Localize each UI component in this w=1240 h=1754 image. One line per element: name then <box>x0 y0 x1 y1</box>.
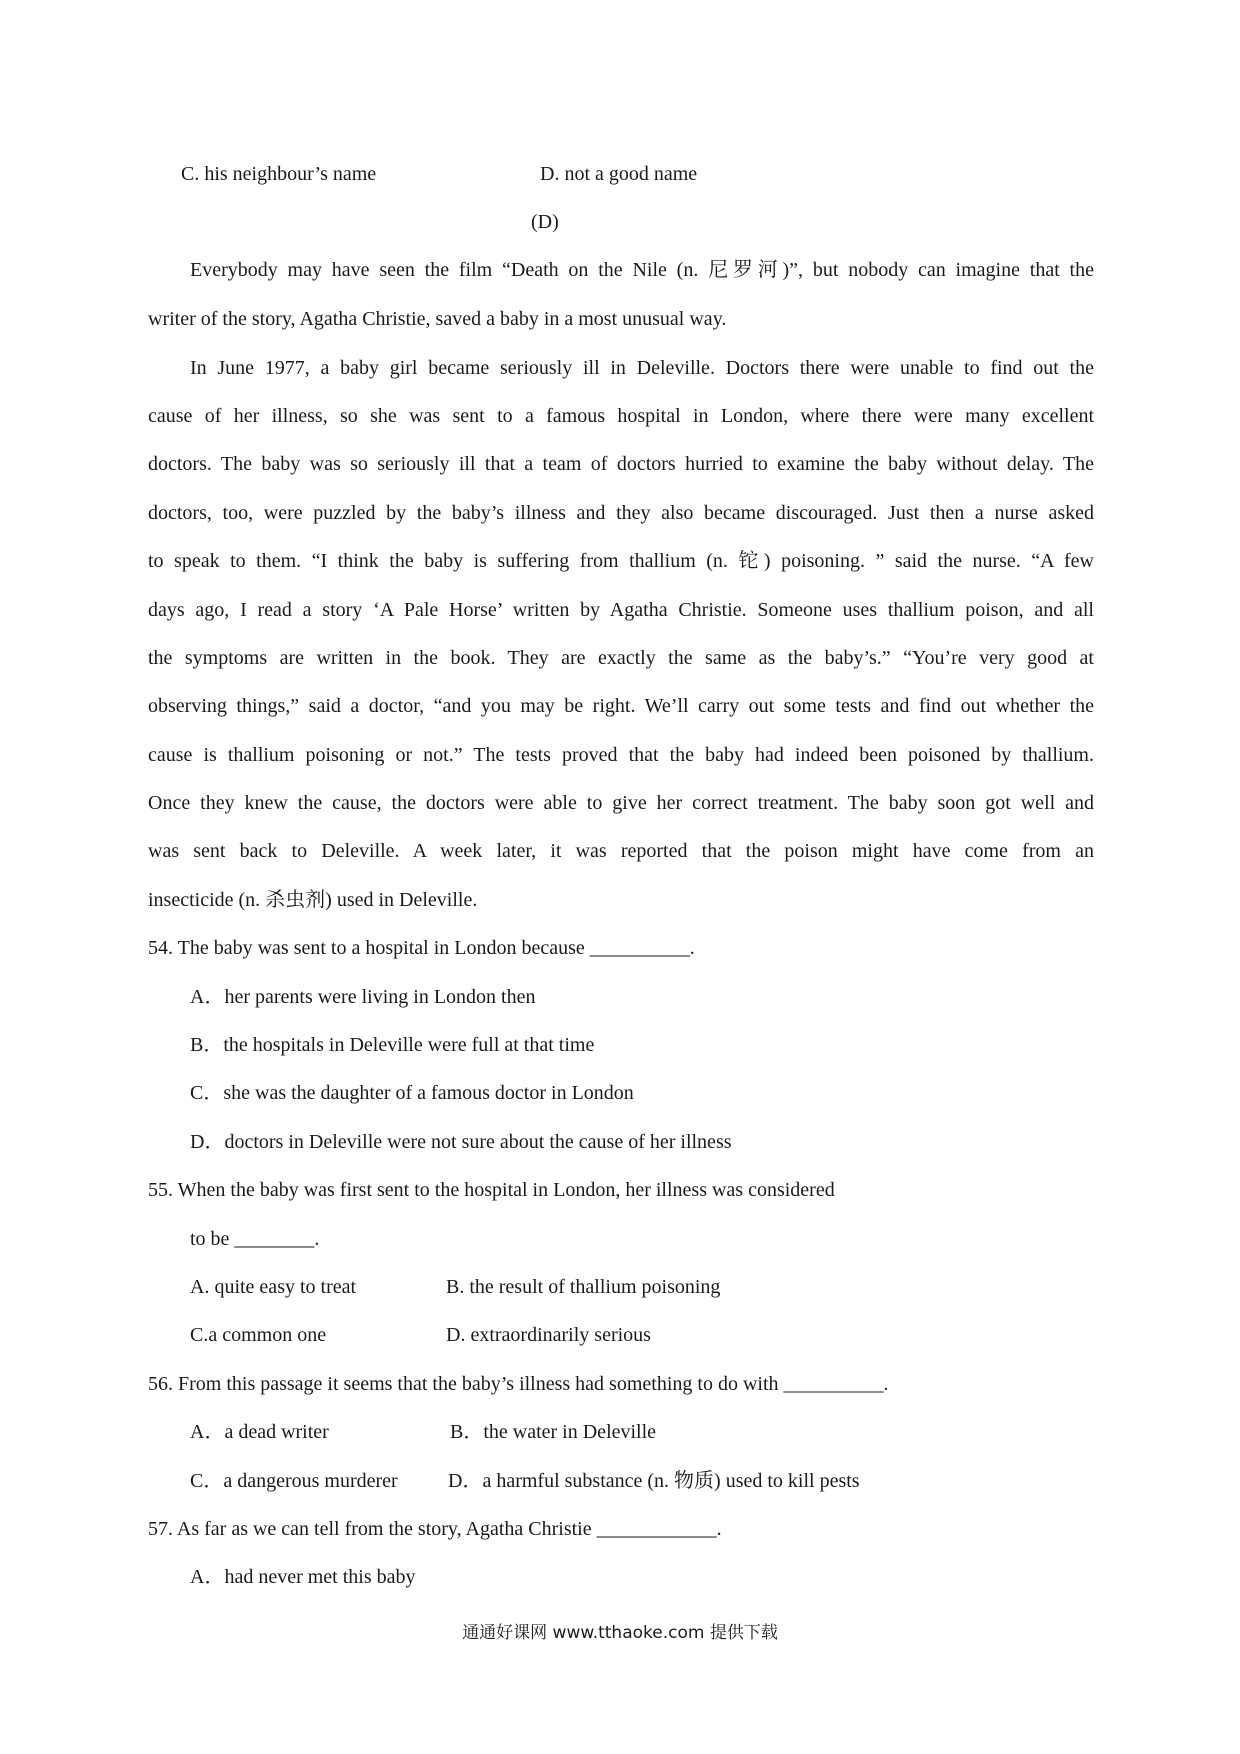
passage-line: In June 1977, a baby girl became seriously ill in Deleville. Doctors there were unable to find out the <box>190 357 1094 379</box>
passage-line: the symptoms are written in the book. They are exactly the same as the baby’s.” “You’re very good at <box>148 647 1094 669</box>
question-56-option-c: C．a dangerous murderer <box>190 1470 398 1492</box>
section-label: (D) <box>531 211 559 233</box>
question-54-stem: 54. The baby was sent to a hospital in London because __________. <box>148 937 695 959</box>
passage-line: doctors, too, were puzzled by the baby’s illness and they also became discouraged. Just then a nurse asked <box>148 502 1094 524</box>
question-55-stem-cont: to be ________. <box>190 1228 320 1250</box>
question-54-option-b: B．the hospitals in Deleville were full at that time <box>190 1034 595 1056</box>
option-d: D. not a good name <box>540 163 698 185</box>
question-56-option-b: B．the water in Deleville <box>450 1421 657 1443</box>
passage-line: to speak to them. “I think the baby is suffering from thallium (n. 铊) poisoning. ” said the nurse. “A few <box>148 550 1094 572</box>
passage-line: insecticide (n. 杀虫剂) used in Deleville. <box>148 889 478 911</box>
passage-line: writer of the story, Agatha Christie, saved a baby in a most unusual way. <box>148 308 727 330</box>
passage-line: Once they knew the cause, the doctors were able to give her correct treatment. The baby soon got well and <box>148 792 1094 814</box>
page-footer: 通通好课网 www.tthaoke.com 提供下载 <box>462 1623 778 1643</box>
option-c: C. his neighbour’s name <box>181 163 377 185</box>
passage-line: observing things,” said a doctor, “and you may be right. We’ll carry out some tests and find out whether the <box>148 695 1094 717</box>
question-55-option-b: B. the result of thallium poisoning <box>446 1276 721 1298</box>
question-55-option-d: D. extraordinarily serious <box>446 1324 651 1346</box>
question-56-stem: 56. From this passage it seems that the baby’s illness had something to do with __________. <box>148 1373 889 1395</box>
passage-line: cause of her illness, so she was sent to a famous hospital in London, where there were many excellent <box>148 405 1094 427</box>
question-57-option-a: A．had never met this baby <box>190 1566 416 1588</box>
question-56-option-d: D．a harmful substance (n. 物质) used to kill pests <box>448 1470 860 1492</box>
passage-line: cause is thallium poisoning or not.” The tests proved that the baby had indeed been poisoned by thallium. <box>148 744 1094 766</box>
passage-line: Everybody may have seen the film “Death on the Nile (n. 尼罗河)”, but nobody can imagine that the <box>190 259 1094 281</box>
question-55-stem: 55. When the baby was first sent to the hospital in London, her illness was considered <box>148 1179 835 1201</box>
passage-line: was sent back to Deleville. A week later, it was reported that the poison might have come from an <box>148 840 1094 862</box>
question-55-option-a: A. quite easy to treat <box>190 1276 357 1298</box>
question-54-option-a: A．her parents were living in London then <box>190 986 536 1008</box>
question-55-option-c: C.a common one <box>190 1324 327 1346</box>
question-57-stem: 57. As far as we can tell from the story, Agatha Christie ____________. <box>148 1518 722 1540</box>
passage-line: days ago, I read a story ‘A Pale Horse’ written by Agatha Christie. Someone uses thallium poison, and all <box>148 599 1094 621</box>
question-54-option-c: C．she was the daughter of a famous doctor in London <box>190 1082 634 1104</box>
passage-line: doctors. The baby was so seriously ill that a team of doctors hurried to examine the baby without delay. The <box>148 453 1094 475</box>
question-54-option-d: D．doctors in Deleville were not sure about the cause of her illness <box>190 1131 732 1153</box>
question-56-option-a: A．a dead writer <box>190 1421 329 1443</box>
